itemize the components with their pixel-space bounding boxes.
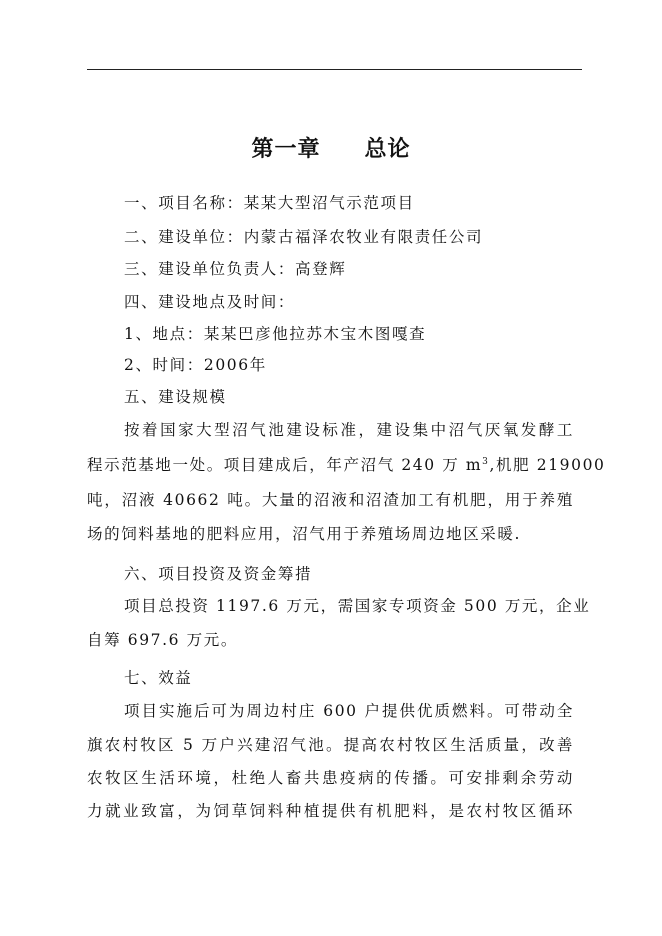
item-place: 1、地点：某某巴彦他拉苏木宝木图嘎查 [124,325,427,343]
item-responsible-person: 三、建设单位负责人：高登辉 [124,260,347,278]
benefit-line: 旗农村牧区 5 万户兴建沼气池。提高农村牧区生活质量，改善 [87,736,574,754]
benefit-line: 力就业致富，为饲草饲料种植提供有机肥料，是农村牧区循环 [87,802,574,820]
scale-paragraph-line: 场的饲料基地的肥料应用，沼气用于养殖场周边地区采暖. [87,525,522,543]
investment-heading: 六、项目投资及资金筹措 [124,565,313,583]
item-place-time: 四、建设地点及时间： [124,293,296,311]
benefit-line: 农牧区生活环境，杜绝人畜共患疫病的传播。可安排剩余劳动 [87,769,574,787]
chapter-number: 第一章 [251,136,321,162]
item-time: 2、时间：2006年 [124,356,267,374]
superscript: 3 [482,457,490,467]
chapter-title [0,132,662,163]
scale-paragraph-line [87,455,606,475]
benefit-heading: 七、效益 [124,669,193,687]
investment-line: 自筹 697.6 万元。 [87,631,238,649]
benefit-line: 项目实施后可为周边村庄 600 户提供优质燃料。可带动全 [124,702,574,720]
item-scale-heading: 五、建设规模 [124,388,227,406]
item-construction-unit: 二、建设单位：内蒙古福泽农牧业有限责任公司 [124,228,484,246]
scale-line-text: 程示范基地一处。项目建成后，年产沼气 240 万 m [87,456,483,474]
scale-paragraph-line: 吨，沼液 40662 吨。大量的沼液和沼渣加工有机肥，用于养殖 [87,491,574,509]
scale-line-text: ,机肥 219000 [489,456,606,474]
scale-paragraph-line: 按着国家大型沼气池建设标准，建设集中沼气厌氧发酵工 [124,421,574,439]
header-rule [87,69,582,70]
item-project-name: 一、项目名称：某某大型沼气示范项目 [124,194,415,212]
investment-line: 项目总投资 1197.6 万元，需国家专项资金 500 万元，企业 [124,597,591,615]
chapter-heading: 总论 [364,136,411,162]
